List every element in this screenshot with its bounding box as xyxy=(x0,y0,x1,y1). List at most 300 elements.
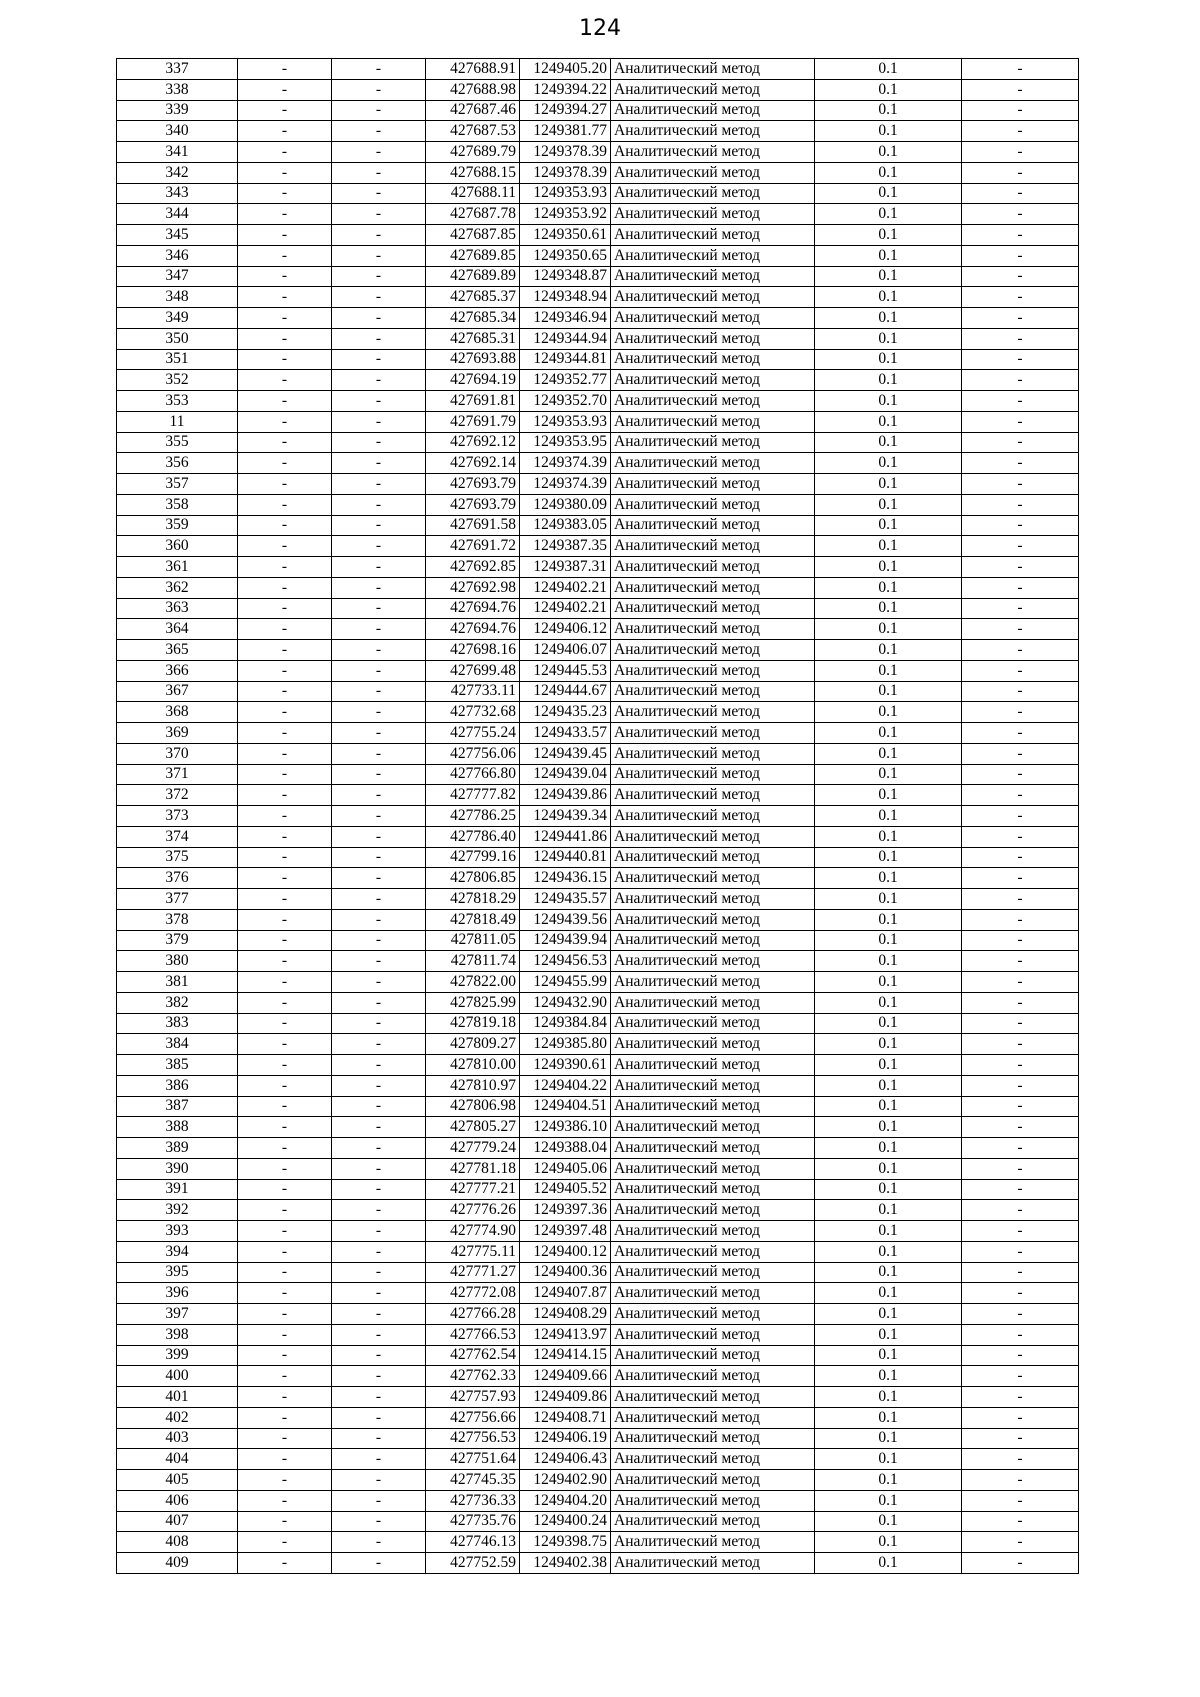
y-coordinate-cell: 1249440.81 xyxy=(520,847,611,868)
table-row xyxy=(117,183,1079,204)
old-y-cell: - xyxy=(332,432,426,453)
accuracy-cell: 0.1 xyxy=(815,557,962,578)
table-row xyxy=(117,1034,1079,1055)
accuracy-cell: 0.1 xyxy=(815,391,962,412)
table-row xyxy=(117,723,1079,744)
method-cell: Аналитический метод xyxy=(611,1407,815,1428)
x-coordinate-cell: 427692.85 xyxy=(426,557,520,578)
method-cell: Аналитический метод xyxy=(611,245,815,266)
description-cell: - xyxy=(962,1075,1079,1096)
old-x-cell: - xyxy=(238,1096,332,1117)
accuracy-cell: 0.1 xyxy=(815,432,962,453)
y-coordinate-cell: 1249385.80 xyxy=(520,1034,611,1055)
accuracy-cell: 0.1 xyxy=(815,515,962,536)
accuracy-cell: 0.1 xyxy=(815,619,962,640)
method-cell: Аналитический метод xyxy=(611,1387,815,1408)
old-x-cell: - xyxy=(238,79,332,100)
point-number-cell: 351 xyxy=(117,349,238,370)
x-coordinate-cell: 427735.76 xyxy=(426,1511,520,1532)
accuracy-cell: 0.1 xyxy=(815,1034,962,1055)
method-cell: Аналитический метод xyxy=(611,100,815,121)
point-number-cell: 349 xyxy=(117,308,238,329)
accuracy-cell: 0.1 xyxy=(815,1179,962,1200)
old-y-cell: - xyxy=(332,785,426,806)
x-coordinate-cell: 427777.82 xyxy=(426,785,520,806)
y-coordinate-cell: 1249397.48 xyxy=(520,1221,611,1242)
method-cell: Аналитический метод xyxy=(611,1449,815,1470)
y-coordinate-cell: 1249397.36 xyxy=(520,1200,611,1221)
accuracy-cell: 0.1 xyxy=(815,245,962,266)
x-coordinate-cell: 427822.00 xyxy=(426,972,520,993)
old-y-cell: - xyxy=(332,100,426,121)
method-cell: Аналитический метод xyxy=(611,328,815,349)
method-cell: Аналитический метод xyxy=(611,598,815,619)
y-coordinate-cell: 1249439.86 xyxy=(520,785,611,806)
old-y-cell: - xyxy=(332,79,426,100)
description-cell: - xyxy=(962,183,1079,204)
point-number-cell: 350 xyxy=(117,328,238,349)
page-number: 124 xyxy=(579,16,621,41)
table-row xyxy=(117,992,1079,1013)
x-coordinate-cell: 427810.00 xyxy=(426,1055,520,1076)
old-y-cell: - xyxy=(332,1034,426,1055)
y-coordinate-cell: 1249386.10 xyxy=(520,1117,611,1138)
description-cell: - xyxy=(962,743,1079,764)
x-coordinate-cell: 427818.29 xyxy=(426,889,520,910)
table-row xyxy=(117,494,1079,515)
x-coordinate-cell: 427691.79 xyxy=(426,411,520,432)
method-cell: Аналитический метод xyxy=(611,889,815,910)
accuracy-cell: 0.1 xyxy=(815,1158,962,1179)
method-cell: Аналитический метод xyxy=(611,1221,815,1242)
method-cell: Аналитический метод xyxy=(611,1158,815,1179)
old-y-cell: - xyxy=(332,1387,426,1408)
old-y-cell: - xyxy=(332,1449,426,1470)
x-coordinate-cell: 427692.14 xyxy=(426,453,520,474)
y-coordinate-cell: 1249374.39 xyxy=(520,453,611,474)
method-cell: Аналитический метод xyxy=(611,225,815,246)
y-coordinate-cell: 1249387.35 xyxy=(520,536,611,557)
old-x-cell: - xyxy=(238,287,332,308)
y-coordinate-cell: 1249350.61 xyxy=(520,225,611,246)
description-cell: - xyxy=(962,1055,1079,1076)
accuracy-cell: 0.1 xyxy=(815,847,962,868)
x-coordinate-cell: 427810.97 xyxy=(426,1075,520,1096)
method-cell: Аналитический метод xyxy=(611,266,815,287)
old-x-cell: - xyxy=(238,1262,332,1283)
old-x-cell: - xyxy=(238,1345,332,1366)
x-coordinate-cell: 427688.11 xyxy=(426,183,520,204)
table-row xyxy=(117,1283,1079,1304)
accuracy-cell: 0.1 xyxy=(815,889,962,910)
y-coordinate-cell: 1249445.53 xyxy=(520,660,611,681)
accuracy-cell: 0.1 xyxy=(815,1096,962,1117)
method-cell: Аналитический метод xyxy=(611,162,815,183)
old-x-cell: - xyxy=(238,1055,332,1076)
y-coordinate-cell: 1249400.36 xyxy=(520,1262,611,1283)
table-row xyxy=(117,1428,1079,1449)
y-coordinate-cell: 1249402.38 xyxy=(520,1553,611,1574)
table-row xyxy=(117,1096,1079,1117)
point-number-cell: 339 xyxy=(117,100,238,121)
accuracy-cell: 0.1 xyxy=(815,100,962,121)
point-number-cell: 381 xyxy=(117,972,238,993)
method-cell: Аналитический метод xyxy=(611,1262,815,1283)
point-number-cell: 366 xyxy=(117,660,238,681)
method-cell: Аналитический метод xyxy=(611,515,815,536)
description-cell: - xyxy=(962,1511,1079,1532)
old-y-cell: - xyxy=(332,1511,426,1532)
old-x-cell: - xyxy=(238,868,332,889)
description-cell: - xyxy=(962,1200,1079,1221)
table-row xyxy=(117,432,1079,453)
x-coordinate-cell: 427691.58 xyxy=(426,515,520,536)
y-coordinate-cell: 1249409.86 xyxy=(520,1387,611,1408)
table-row xyxy=(117,681,1079,702)
y-coordinate-cell: 1249409.66 xyxy=(520,1366,611,1387)
table-row xyxy=(117,1138,1079,1159)
table-row xyxy=(117,557,1079,578)
y-coordinate-cell: 1249444.67 xyxy=(520,681,611,702)
method-cell: Аналитический метод xyxy=(611,806,815,827)
description-cell: - xyxy=(962,1490,1079,1511)
old-y-cell: - xyxy=(332,474,426,495)
description-cell: - xyxy=(962,391,1079,412)
y-coordinate-cell: 1249433.57 xyxy=(520,723,611,744)
description-cell: - xyxy=(962,349,1079,370)
x-coordinate-cell: 427781.18 xyxy=(426,1158,520,1179)
old-y-cell: - xyxy=(332,1138,426,1159)
y-coordinate-cell: 1249387.31 xyxy=(520,557,611,578)
accuracy-cell: 0.1 xyxy=(815,1470,962,1491)
description-cell: - xyxy=(962,1158,1079,1179)
description-cell: - xyxy=(962,1013,1079,1034)
description-cell: - xyxy=(962,1117,1079,1138)
table-row xyxy=(117,308,1079,329)
y-coordinate-cell: 1249378.39 xyxy=(520,142,611,163)
y-coordinate-cell: 1249390.61 xyxy=(520,1055,611,1076)
point-number-cell: 403 xyxy=(117,1428,238,1449)
x-coordinate-cell: 427786.25 xyxy=(426,806,520,827)
method-cell: Аналитический метод xyxy=(611,1511,815,1532)
method-cell: Аналитический метод xyxy=(611,1075,815,1096)
x-coordinate-cell: 427693.88 xyxy=(426,349,520,370)
old-x-cell: - xyxy=(238,1428,332,1449)
old-y-cell: - xyxy=(332,1304,426,1325)
point-number-cell: 344 xyxy=(117,204,238,225)
old-x-cell: - xyxy=(238,474,332,495)
method-cell: Аналитический метод xyxy=(611,660,815,681)
y-coordinate-cell: 1249441.86 xyxy=(520,826,611,847)
x-coordinate-cell: 427699.48 xyxy=(426,660,520,681)
point-number-cell: 397 xyxy=(117,1304,238,1325)
x-coordinate-cell: 427691.72 xyxy=(426,536,520,557)
table-row xyxy=(117,1511,1079,1532)
table-row xyxy=(117,328,1079,349)
point-number-cell: 348 xyxy=(117,287,238,308)
table-row xyxy=(117,536,1079,557)
accuracy-cell: 0.1 xyxy=(815,1553,962,1574)
description-cell: - xyxy=(962,1221,1079,1242)
description-cell: - xyxy=(962,1324,1079,1345)
method-cell: Аналитический метод xyxy=(611,847,815,868)
old-y-cell: - xyxy=(332,225,426,246)
old-y-cell: - xyxy=(332,349,426,370)
old-y-cell: - xyxy=(332,245,426,266)
old-y-cell: - xyxy=(332,266,426,287)
old-x-cell: - xyxy=(238,225,332,246)
x-coordinate-cell: 427694.19 xyxy=(426,370,520,391)
point-number-cell: 409 xyxy=(117,1553,238,1574)
table-row xyxy=(117,702,1079,723)
old-y-cell: - xyxy=(332,1324,426,1345)
table-row xyxy=(117,1075,1079,1096)
y-coordinate-cell: 1249352.77 xyxy=(520,370,611,391)
old-y-cell: - xyxy=(332,826,426,847)
accuracy-cell: 0.1 xyxy=(815,370,962,391)
y-coordinate-cell: 1249439.04 xyxy=(520,764,611,785)
x-coordinate-cell: 427806.85 xyxy=(426,868,520,889)
old-y-cell: - xyxy=(332,1553,426,1574)
table-row xyxy=(117,1345,1079,1366)
old-x-cell: - xyxy=(238,1075,332,1096)
y-coordinate-cell: 1249408.71 xyxy=(520,1407,611,1428)
old-y-cell: - xyxy=(332,889,426,910)
description-cell: - xyxy=(962,1262,1079,1283)
old-x-cell: - xyxy=(238,1449,332,1470)
point-number-cell: 368 xyxy=(117,702,238,723)
old-x-cell: - xyxy=(238,453,332,474)
point-number-cell: 345 xyxy=(117,225,238,246)
table-row xyxy=(117,225,1079,246)
point-number-cell: 375 xyxy=(117,847,238,868)
point-number-cell: 360 xyxy=(117,536,238,557)
method-cell: Аналитический метод xyxy=(611,681,815,702)
method-cell: Аналитический метод xyxy=(611,640,815,661)
description-cell: - xyxy=(962,1241,1079,1262)
x-coordinate-cell: 427806.98 xyxy=(426,1096,520,1117)
table-row xyxy=(117,1304,1079,1325)
method-cell: Аналитический метод xyxy=(611,1490,815,1511)
table-row xyxy=(117,1262,1079,1283)
old-y-cell: - xyxy=(332,1075,426,1096)
accuracy-cell: 0.1 xyxy=(815,1324,962,1345)
accuracy-cell: 0.1 xyxy=(815,453,962,474)
point-number-cell: 352 xyxy=(117,370,238,391)
x-coordinate-cell: 427694.76 xyxy=(426,598,520,619)
point-number-cell: 371 xyxy=(117,764,238,785)
accuracy-cell: 0.1 xyxy=(815,1387,962,1408)
y-coordinate-cell: 1249400.24 xyxy=(520,1511,611,1532)
point-number-cell: 394 xyxy=(117,1241,238,1262)
x-coordinate-cell: 427825.99 xyxy=(426,992,520,1013)
description-cell: - xyxy=(962,59,1079,80)
y-coordinate-cell: 1249384.84 xyxy=(520,1013,611,1034)
point-number-cell: 385 xyxy=(117,1055,238,1076)
y-coordinate-cell: 1249400.12 xyxy=(520,1241,611,1262)
method-cell: Аналитический метод xyxy=(611,764,815,785)
point-number-cell: 373 xyxy=(117,806,238,827)
table-row xyxy=(117,619,1079,640)
table-row xyxy=(117,411,1079,432)
old-y-cell: - xyxy=(332,1366,426,1387)
table-row xyxy=(117,121,1079,142)
accuracy-cell: 0.1 xyxy=(815,79,962,100)
description-cell: - xyxy=(962,640,1079,661)
table-row xyxy=(117,930,1079,951)
accuracy-cell: 0.1 xyxy=(815,225,962,246)
point-number-cell: 404 xyxy=(117,1449,238,1470)
accuracy-cell: 0.1 xyxy=(815,1262,962,1283)
point-number-cell: 395 xyxy=(117,1262,238,1283)
method-cell: Аналитический метод xyxy=(611,1241,815,1262)
method-cell: Аналитический метод xyxy=(611,494,815,515)
table-row xyxy=(117,1055,1079,1076)
table-row xyxy=(117,515,1079,536)
point-number-cell: 384 xyxy=(117,1034,238,1055)
x-coordinate-cell: 427819.18 xyxy=(426,1013,520,1034)
old-x-cell: - xyxy=(238,1304,332,1325)
point-number-cell: 347 xyxy=(117,266,238,287)
method-cell: Аналитический метод xyxy=(611,1470,815,1491)
x-coordinate-cell: 427694.76 xyxy=(426,619,520,640)
old-y-cell: - xyxy=(332,806,426,827)
point-number-cell: 362 xyxy=(117,577,238,598)
y-coordinate-cell: 1249353.93 xyxy=(520,411,611,432)
point-number-cell: 392 xyxy=(117,1200,238,1221)
accuracy-cell: 0.1 xyxy=(815,183,962,204)
old-x-cell: - xyxy=(238,1470,332,1491)
old-x-cell: - xyxy=(238,1179,332,1200)
old-y-cell: - xyxy=(332,743,426,764)
x-coordinate-cell: 427766.28 xyxy=(426,1304,520,1325)
accuracy-cell: 0.1 xyxy=(815,121,962,142)
table-row xyxy=(117,577,1079,598)
point-number-cell: 401 xyxy=(117,1387,238,1408)
method-cell: Аналитический метод xyxy=(611,1200,815,1221)
description-cell: - xyxy=(962,453,1079,474)
old-x-cell: - xyxy=(238,432,332,453)
old-x-cell: - xyxy=(238,743,332,764)
old-y-cell: - xyxy=(332,1470,426,1491)
old-x-cell: - xyxy=(238,660,332,681)
table-row xyxy=(117,1158,1079,1179)
point-number-cell: 389 xyxy=(117,1138,238,1159)
method-cell: Аналитический метод xyxy=(611,1179,815,1200)
old-y-cell: - xyxy=(332,868,426,889)
old-y-cell: - xyxy=(332,1096,426,1117)
description-cell: - xyxy=(962,411,1079,432)
y-coordinate-cell: 1249394.22 xyxy=(520,79,611,100)
old-y-cell: - xyxy=(332,121,426,142)
description-cell: - xyxy=(962,951,1079,972)
description-cell: - xyxy=(962,245,1079,266)
old-x-cell: - xyxy=(238,764,332,785)
table-row xyxy=(117,453,1079,474)
y-coordinate-cell: 1249353.95 xyxy=(520,432,611,453)
old-y-cell: - xyxy=(332,308,426,329)
x-coordinate-cell: 427756.66 xyxy=(426,1407,520,1428)
old-x-cell: - xyxy=(238,1283,332,1304)
description-cell: - xyxy=(962,1428,1079,1449)
description-cell: - xyxy=(962,847,1079,868)
old-x-cell: - xyxy=(238,847,332,868)
accuracy-cell: 0.1 xyxy=(815,266,962,287)
old-y-cell: - xyxy=(332,909,426,930)
point-number-cell: 342 xyxy=(117,162,238,183)
x-coordinate-cell: 427809.27 xyxy=(426,1034,520,1055)
accuracy-cell: 0.1 xyxy=(815,474,962,495)
point-number-cell: 346 xyxy=(117,245,238,266)
old-x-cell: - xyxy=(238,826,332,847)
y-coordinate-cell: 1249435.23 xyxy=(520,702,611,723)
accuracy-cell: 0.1 xyxy=(815,806,962,827)
x-coordinate-cell: 427777.21 xyxy=(426,1179,520,1200)
table-row xyxy=(117,909,1079,930)
old-y-cell: - xyxy=(332,1013,426,1034)
accuracy-cell: 0.1 xyxy=(815,660,962,681)
old-x-cell: - xyxy=(238,1511,332,1532)
old-y-cell: - xyxy=(332,951,426,972)
accuracy-cell: 0.1 xyxy=(815,1490,962,1511)
old-x-cell: - xyxy=(238,1013,332,1034)
accuracy-cell: 0.1 xyxy=(815,349,962,370)
description-cell: - xyxy=(962,536,1079,557)
method-cell: Аналитический метод xyxy=(611,121,815,142)
x-coordinate-cell: 427698.16 xyxy=(426,640,520,661)
method-cell: Аналитический метод xyxy=(611,432,815,453)
accuracy-cell: 0.1 xyxy=(815,702,962,723)
point-number-cell: 358 xyxy=(117,494,238,515)
y-coordinate-cell: 1249404.20 xyxy=(520,1490,611,1511)
old-x-cell: - xyxy=(238,328,332,349)
y-coordinate-cell: 1249344.94 xyxy=(520,328,611,349)
x-coordinate-cell: 427688.91 xyxy=(426,59,520,80)
table-row xyxy=(117,640,1079,661)
y-coordinate-cell: 1249352.70 xyxy=(520,391,611,412)
accuracy-cell: 0.1 xyxy=(815,1013,962,1034)
old-x-cell: - xyxy=(238,619,332,640)
description-cell: - xyxy=(962,121,1079,142)
y-coordinate-cell: 1249414.15 xyxy=(520,1345,611,1366)
accuracy-cell: 0.1 xyxy=(815,1075,962,1096)
description-cell: - xyxy=(962,702,1079,723)
old-x-cell: - xyxy=(238,1366,332,1387)
table-row xyxy=(117,785,1079,806)
description-cell: - xyxy=(962,432,1079,453)
point-number-cell: 390 xyxy=(117,1158,238,1179)
table-row xyxy=(117,1117,1079,1138)
description-cell: - xyxy=(962,681,1079,702)
method-cell: Аналитический метод xyxy=(611,992,815,1013)
description-cell: - xyxy=(962,1304,1079,1325)
y-coordinate-cell: 1249436.15 xyxy=(520,868,611,889)
accuracy-cell: 0.1 xyxy=(815,536,962,557)
description-cell: - xyxy=(962,515,1079,536)
x-coordinate-cell: 427746.13 xyxy=(426,1532,520,1553)
description-cell: - xyxy=(962,328,1079,349)
description-cell: - xyxy=(962,1449,1079,1470)
old-y-cell: - xyxy=(332,1428,426,1449)
point-number-cell: 388 xyxy=(117,1117,238,1138)
old-x-cell: - xyxy=(238,183,332,204)
accuracy-cell: 0.1 xyxy=(815,723,962,744)
description-cell: - xyxy=(962,494,1079,515)
coordinates-table xyxy=(116,58,1079,1574)
table-row xyxy=(117,764,1079,785)
point-number-cell: 340 xyxy=(117,121,238,142)
old-y-cell: - xyxy=(332,640,426,661)
